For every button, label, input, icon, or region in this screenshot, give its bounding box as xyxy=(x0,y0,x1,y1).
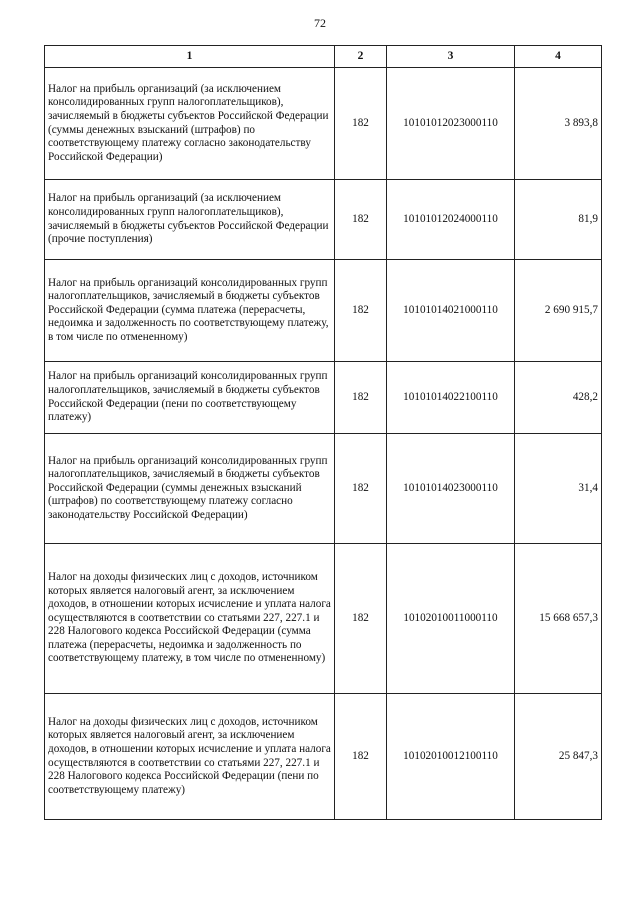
row-amount: 25 847,3 xyxy=(515,694,602,820)
row-name: Налог на прибыль организаций консолидированных групп налогоплательщиков, зачисляемый в бюджеты субъектов Российской Федерации (пени по соответствующему платежу) xyxy=(45,362,335,434)
row-name: Налог на прибыль организаций консолидированных групп налогоплательщиков, зачисляемый в бюджеты субъектов Российской Федерации (сумма платежа (перерасчеты, недоимка и задолженность по соответствующему платежу, в том числе по отмененному) xyxy=(45,260,335,362)
row-amount: 428,2 xyxy=(515,362,602,434)
revenue-table xyxy=(44,45,602,820)
table-row xyxy=(45,362,602,434)
row-classification-code: 10101014023000110 xyxy=(387,434,515,544)
row-name: Налог на прибыль организаций консолидированных групп налогоплательщиков, зачисляемый в бюджеты субъектов Российской Федерации (суммы денежных взысканий (штрафов) по соответствующему платежу согласно законодательству Российской Федерации) xyxy=(45,434,335,544)
column-header-4: 4 xyxy=(515,46,602,68)
row-amount: 2 690 915,7 xyxy=(515,260,602,362)
table-row xyxy=(45,260,602,362)
row-amount: 3 893,8 xyxy=(515,68,602,180)
row-name: Налог на доходы физических лиц с доходов, источником которых является налоговый агент, за исключением доходов, в отношении которых исчисление и уплата налога осуществляются в соответствии со статьями 227, 227.1 и 228 Налогового кодекса Российской Федерации (сумма платежа (перерасчеты, недоимка и задолженность по соответствующему платежу, в том числе по отмененному) xyxy=(45,544,335,694)
table-row xyxy=(45,180,602,260)
row-amount: 81,9 xyxy=(515,180,602,260)
row-classification-code: 10101014021000110 xyxy=(387,260,515,362)
row-classification-code: 10102010012100110 xyxy=(387,694,515,820)
table-header-row xyxy=(45,46,602,68)
row-amount: 31,4 xyxy=(515,434,602,544)
row-classification-code: 10101012023000110 xyxy=(387,68,515,180)
row-admin-code: 182 xyxy=(335,362,387,434)
page-number: 72 xyxy=(314,16,326,30)
row-name: Налог на доходы физических лиц с доходов, источником которых является налоговый агент, за исключением доходов, в отношении которых исчисление и уплата налога осуществляются в соответствии со статьями 227, 227.1 и 228 Налогового кодекса Российской Федерации (пени по соответствующему платежу) xyxy=(45,694,335,820)
row-amount: 15 668 657,3 xyxy=(515,544,602,694)
row-admin-code: 182 xyxy=(335,434,387,544)
table-row xyxy=(45,68,602,180)
row-admin-code: 182 xyxy=(335,180,387,260)
row-classification-code: 10101014022100110 xyxy=(387,362,515,434)
row-name: Налог на прибыль организаций (за исключением консолидированных групп налогоплательщиков), зачисляемый в бюджеты субъектов Российской Федерации (суммы денежных взысканий (штрафов) по соответствующему платежу согласно законодательству Российской Федерации) xyxy=(45,68,335,180)
row-admin-code: 182 xyxy=(335,544,387,694)
column-header-1: 1 xyxy=(45,46,335,68)
row-admin-code: 182 xyxy=(335,694,387,820)
column-header-3: 3 xyxy=(387,46,515,68)
row-name: Налог на прибыль организаций (за исключением консолидированных групп налогоплательщиков), зачисляемый в бюджеты субъектов Российской Федерации (прочие поступления) xyxy=(45,180,335,260)
row-admin-code: 182 xyxy=(335,260,387,362)
row-admin-code: 182 xyxy=(335,68,387,180)
row-classification-code: 10101012024000110 xyxy=(387,180,515,260)
row-classification-code: 10102010011000110 xyxy=(387,544,515,694)
column-header-2: 2 xyxy=(335,46,387,68)
table-row xyxy=(45,434,602,544)
table-row xyxy=(45,694,602,820)
table-row xyxy=(45,544,602,694)
